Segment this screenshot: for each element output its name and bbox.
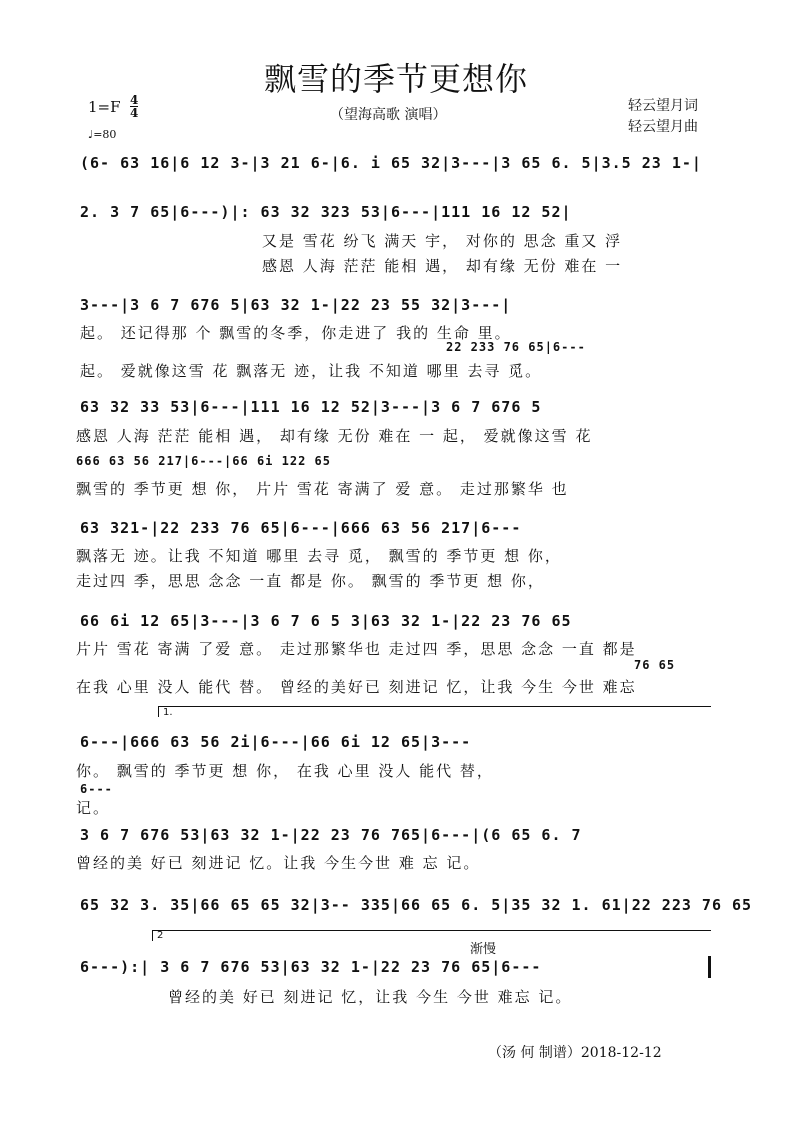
score-row-3-alt-notes: 22 233 76 65|6--- xyxy=(446,340,586,354)
time-signature-bottom: 4 xyxy=(130,106,139,120)
score-row-6-notes: 66 6i 12 65|3---|3 6 7 6 5 3|63 32 1-|22 23 76 65 xyxy=(80,612,572,630)
score-row-5-notes: 63 321-|22 233 76 65|6---|666 63 56 217|6--- xyxy=(80,519,522,537)
score-row-4-lyric: 感恩 人海 茫茫 能相 遇， 却有缘 无份 难在 一 起， 爱就像这雪 花 xyxy=(76,427,593,445)
composer-credit: 轻云望月曲 xyxy=(628,119,698,135)
score-row-5-lyric-verse-1: 飘落无 迹。让我 不知道 哪里 去寻 觅， 飘雪的 季节更 想 你， xyxy=(76,547,562,565)
score-row-3-lyric: 起。 还记得那 个 飘雪的冬季，你走进了 我的 生命 里。 xyxy=(80,324,512,342)
first-ending-label: 1. xyxy=(163,707,173,718)
first-ending-bracket xyxy=(158,706,711,717)
score-row-7-alt-notes: 6--- xyxy=(80,782,113,796)
second-ending-bracket xyxy=(152,930,711,941)
score-row-4-alt-lyric: 飘雪的 季节更 想 你， 片片 雪花 寄满了 爱 意。 走过那繁华 也 xyxy=(76,480,569,498)
time-signature xyxy=(130,94,138,119)
score-row-8-lyric: 曾经的美 好已 刻进记 忆。让我 今生今世 难 忘 记。 xyxy=(76,854,481,872)
final-barline xyxy=(708,956,711,978)
score-row-5-lyric-verse-2: 走过四 季，思思 念念 一直 都是 你。 飘雪的 季节更 想 你， xyxy=(76,572,545,590)
score-row-6-lyric-verse-2: 在我 心里 没人 能代 替。 曾经的美好已 刻进记 忆，让我 今生 今世 难忘 xyxy=(76,678,637,696)
score-row-4-alt-notes: 666 63 56 217|6---|66 6i 122 65 xyxy=(76,454,331,468)
score-row-2-lyric-verse-2: 感恩 人海 茫茫 能相 遇， 却有缘 无份 难在 一 xyxy=(262,257,623,275)
score-row-7-notes: 6---|666 63 56 2i|6---|66 6i 12 65|3--- xyxy=(80,733,472,751)
score-row-7-alt-lyric: 记。 xyxy=(76,799,111,817)
song-title: 飘雪的季节更想你 xyxy=(263,60,528,98)
second-ending-label: 2 xyxy=(157,930,164,941)
key-signature: 1=F xyxy=(88,98,121,116)
performer-subtitle: （望海高歌 演唱） xyxy=(330,107,447,123)
time-signature-top: 4 xyxy=(130,93,139,107)
score-row-1-notes: (6- 63 16|6 12 3-|3 21 6-|6. i 65 32|3---|3 65 6. 5|3.5 23 1-| xyxy=(80,154,702,172)
score-row-6-lyric-verse-1: 片片 雪花 寄满 了爱 意。 走过那繁华也 走过四 季，思思 念念 一直 都是 xyxy=(76,640,637,658)
score-row-2-lyric-verse-1: 又是 雪花 纷飞 满天 宇， 对你的 思念 重又 浮 xyxy=(262,232,623,250)
score-row-3-notes: 3---|3 6 7 676 5|63 32 1-|22 23 55 32|3---| xyxy=(80,296,512,314)
score-row-10-notes: 6---):| 3 6 7 676 53|63 32 1-|22 23 76 65|6--- xyxy=(80,958,542,976)
score-row-7-lyric: 你。 飘雪的 季节更 想 你， 在我 心里 没人 能代 替， xyxy=(76,762,494,780)
score-row-10-lyric: 曾经的美 好已 刻进记 忆，让我 今生 今世 难忘 记。 xyxy=(168,988,573,1006)
score-row-3-alt-lyric: 起。 爱就像这雪 花 飘落无 迹，让我 不知道 哪里 去寻 觅。 xyxy=(80,362,543,380)
lyricist-credit: 轻云望月词 xyxy=(628,98,698,114)
score-row-4-notes: 63 32 33 53|6---|111 16 12 52|3---|3 6 7 676 5 xyxy=(80,398,542,416)
transcriber-footer: （汤 何 制谱）2018-12-12 xyxy=(488,1045,662,1061)
score-row-9-notes: 65 32 3. 35|66 65 65 32|3-- 335|66 65 6. 5|35 32 1. 61|22 223 76 65 xyxy=(80,896,753,914)
ritardando-marking: 渐慢 xyxy=(470,942,497,957)
score-row-8-notes: 3 6 7 676 53|63 32 1-|22 23 76 765|6---|(6 65 6. 7 xyxy=(80,826,582,844)
score-row-6-alt-notes: 76 65 xyxy=(634,658,676,672)
score-row-2-notes: 2. 3 7 65|6---)|: 63 32 323 53|6---|111 16 12 52| xyxy=(80,203,572,221)
tempo-marking: ♩=80 xyxy=(88,128,117,141)
